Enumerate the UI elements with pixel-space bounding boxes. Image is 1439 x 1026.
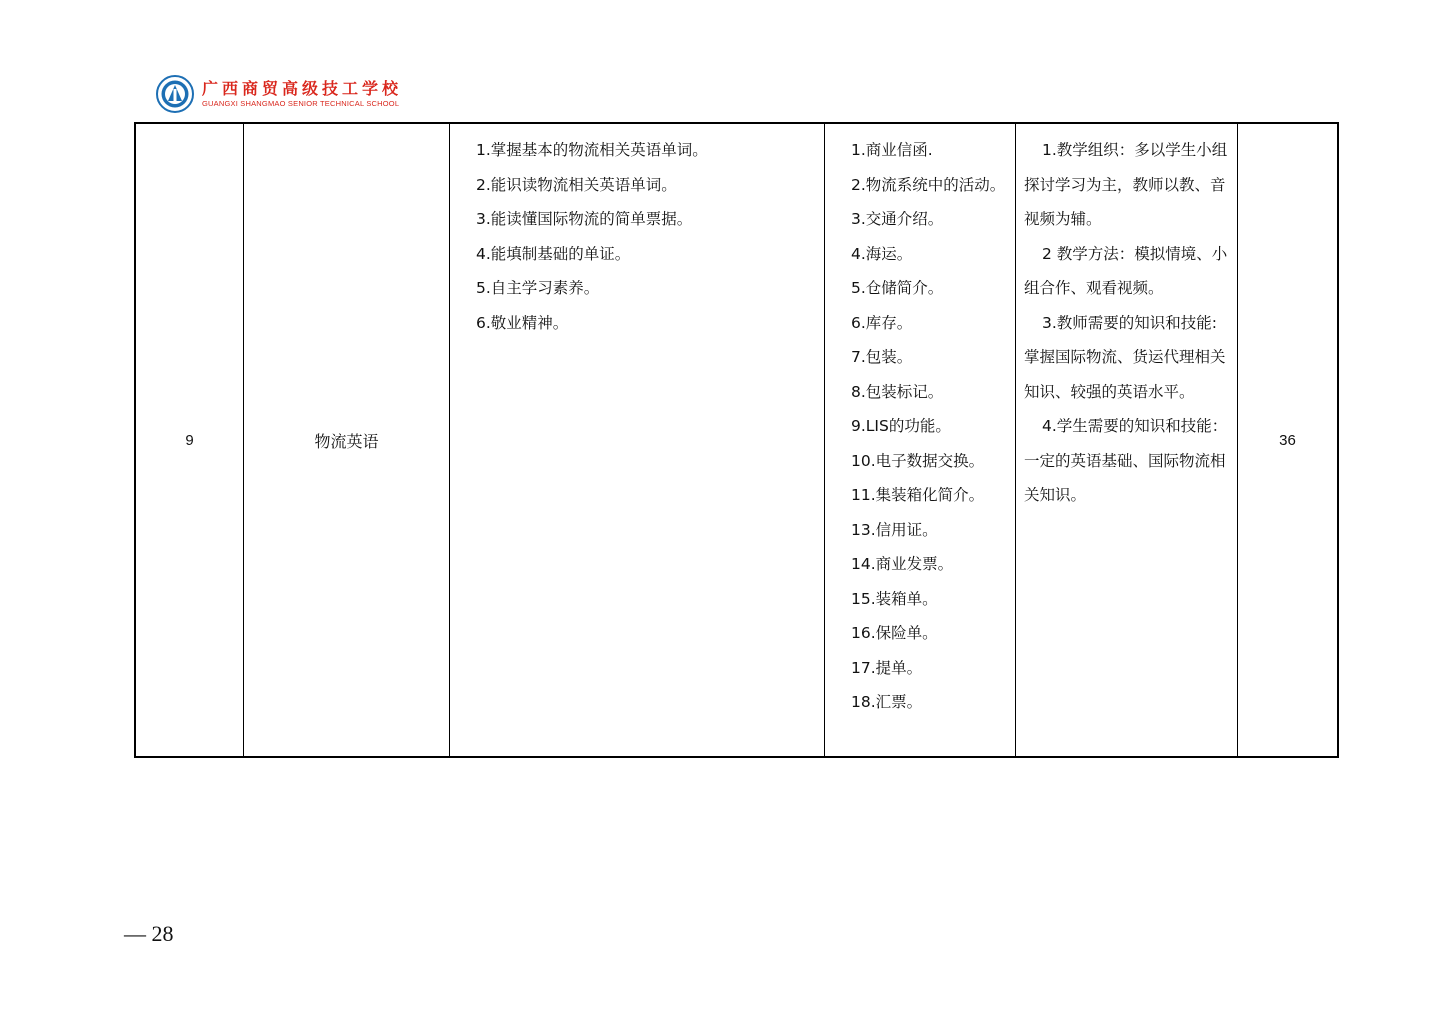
list-item: 3.交通介绍。 <box>851 210 944 228</box>
list-item: 4.能填制基础的单证。 <box>476 244 631 263</box>
list-item: 10.电子数据交换。 <box>851 451 985 470</box>
list-item: 13.信用证。 <box>851 520 938 539</box>
course-name: 物流英语 <box>314 431 379 451</box>
list-item: 4.海运。 <box>851 244 913 263</box>
list-item: 17.提单。 <box>851 658 923 677</box>
list-item: 1.掌握基本的物流相关英语单词。 <box>476 141 708 159</box>
list-item: 1.商业信函. <box>851 141 933 159</box>
table-row <box>135 123 1338 757</box>
list-item: 9.LIS的功能。 <box>851 417 951 435</box>
content-list <box>825 124 1015 728</box>
row-number-cell <box>135 123 244 757</box>
list-item: 15.装箱单。 <box>851 589 938 608</box>
method-list <box>1016 124 1237 513</box>
list-item: 5.仓储简介。 <box>851 279 944 297</box>
list-item: 2.物流系统中的活动。 <box>851 175 1006 194</box>
goals-cell <box>450 123 825 757</box>
list-item: 4.学生需要的知识和技能：一定的英语基础、国际物流相关知识。 <box>1024 417 1228 504</box>
school-name-block <box>202 79 402 109</box>
list-item: 5.自主学习素养。 <box>476 279 600 297</box>
curriculum-table <box>134 122 1339 758</box>
row-number: 9 <box>185 431 194 449</box>
list-item: 2 教学方法：模拟情境、小组合作、观看视频。 <box>1024 244 1228 297</box>
document-header <box>156 74 402 114</box>
list-item: 6.库存。 <box>851 313 913 332</box>
method-cell <box>1016 123 1238 757</box>
goals-list <box>450 124 824 340</box>
page-number: — 28 <box>124 921 174 946</box>
course-name-cell <box>244 123 450 757</box>
course-hours: 36 <box>1279 431 1296 449</box>
list-item: 3.教师需要的知识和技能:掌握国际物流、货运代理相关知识、较强的英语水平。 <box>1024 313 1226 401</box>
list-item: 11.集装箱化简介。 <box>851 486 985 504</box>
list-item: 14.商业发票。 <box>851 555 954 573</box>
school-emblem-icon <box>156 75 194 113</box>
list-item: 18.汇票。 <box>851 693 923 711</box>
list-item: 6.敬业精神。 <box>476 313 569 332</box>
list-item: 16.保险单。 <box>851 624 938 642</box>
list-item: 7.包装。 <box>851 348 913 366</box>
content-cell <box>825 123 1016 757</box>
hours-cell <box>1238 123 1339 757</box>
list-item: 1.教学组织：多以学生小组探讨学习为主，教师以教、音视频为辅。 <box>1024 141 1228 228</box>
list-item: 3.能读懂国际物流的简单票据。 <box>476 210 693 228</box>
school-name-cn: 广西商贸高级技工学校 <box>202 79 403 98</box>
list-item: 8.包装标记。 <box>851 382 944 401</box>
list-item: 2.能识读物流相关英语单词。 <box>476 175 677 194</box>
school-name-en: GUANGXI SHANGMAO SENIOR TECHNICAL SCHOOL <box>202 99 400 108</box>
